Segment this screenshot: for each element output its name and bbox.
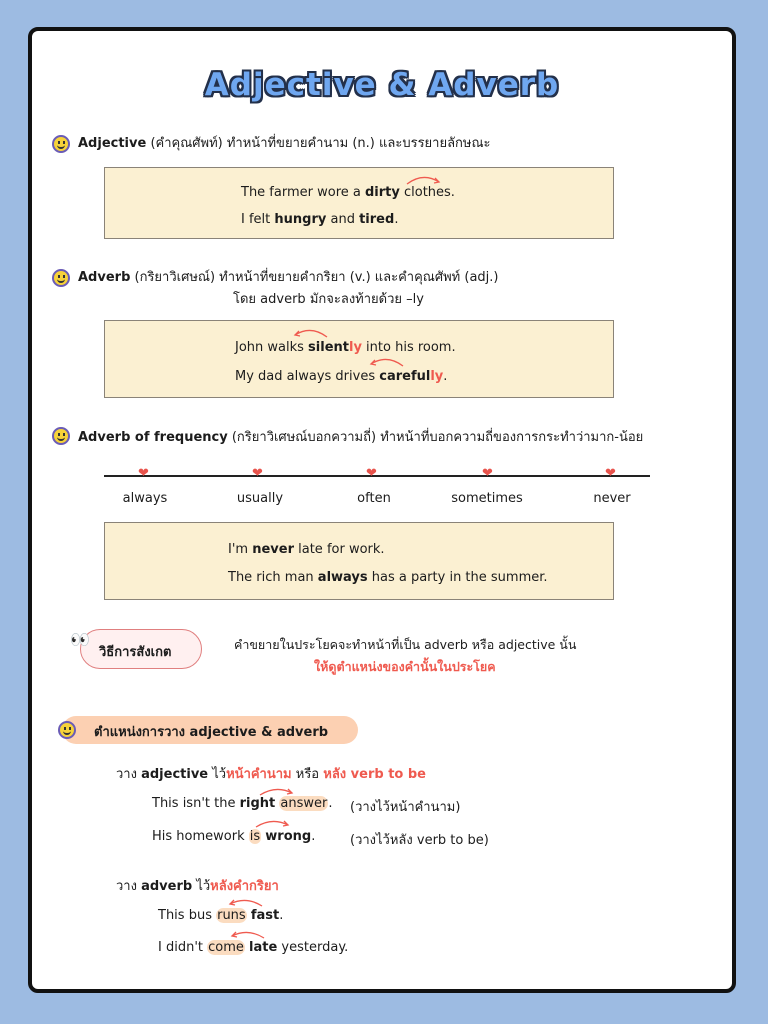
adjective-position-rule: วาง adjective ไว้หน้าคำนาม หรือ หลัง verb to be: [116, 767, 426, 782]
adverb-heading-line2: โดย adverb มักจะลงท้ายด้วย –ly: [233, 292, 424, 307]
frequency-example-1: I'm never late for work.: [228, 542, 385, 557]
page-title: Adjective & Adverb: [204, 67, 560, 103]
smiley-icon: [52, 427, 70, 445]
arrow-icon: [258, 785, 298, 797]
frequency-scale-line: [104, 475, 650, 477]
heart-icon: ❤: [252, 466, 263, 481]
adverb-position-example-1: This bus runs fast.: [158, 908, 284, 923]
heart-icon: ❤: [366, 466, 377, 481]
adjective-example-box: [104, 167, 614, 239]
adverb-example-2: My dad always drives carefully.: [235, 369, 448, 384]
adjective-example-1: The farmer wore a dirty clothes.: [241, 185, 455, 200]
arrow-icon: [405, 172, 445, 186]
tip-badge: วิธีการสังเกต: [80, 629, 202, 669]
tip-text-line1: คำขยายในประโยคจะทำหน้าที่เป็น adverb หรือ adjective นั้น: [234, 637, 577, 652]
smiley-icon: [58, 721, 76, 739]
frequency-heading: Adverb of frequency (กริยาวิเศษณ์บอกความถี่) ทำหน้าที่บอกความถี่ของการกระทำว่ามาก-น้อย: [78, 430, 644, 445]
heart-icon: ❤: [138, 466, 149, 481]
heart-icon: ❤: [482, 466, 493, 481]
frequency-label: always: [122, 491, 168, 506]
adjective-heading: Adjective (คำคุณศัพท์) ทำหน้าที่ขยายคำนาม (n.) และบรรยายลักษณะ: [78, 136, 491, 151]
arrow-icon: [226, 896, 266, 908]
smiley-icon: [52, 269, 70, 287]
adjective-position-note-1: (วางไว้หน้าคำนาม): [350, 800, 461, 815]
adjective-position-note-2: (วางไว้หลัง verb to be): [350, 833, 489, 848]
frequency-label: often: [357, 491, 391, 506]
tip-text-line2: ให้ดูตำแหน่งของคำนั้นในประโยค: [314, 659, 496, 674]
worksheet: [28, 27, 736, 993]
adverb-position-rule: วาง adverb ไว้หลังคำกริยา: [116, 879, 279, 894]
eyes-icon: 👀: [70, 630, 86, 649]
adjective-position-example-2: His homework is wrong.: [152, 829, 316, 844]
frequency-label: usually: [236, 491, 284, 506]
heart-icon: ❤: [605, 466, 616, 481]
arrow-icon: [367, 354, 407, 368]
adverb-example-box: [104, 320, 614, 398]
frequency-example-box: [104, 522, 614, 600]
arrow-icon: [254, 817, 294, 829]
adverb-heading: Adverb (กริยาวิเศษณ์) ทำหน้าที่ขยายคำกริยา (v.) และคำคุณศัพท์ (adj.): [78, 270, 499, 285]
arrow-icon: [291, 325, 331, 339]
adjective-position-example-1: This isn't the right answer.: [152, 796, 333, 811]
frequency-example-2: The rich man always has a party in the summer.: [228, 570, 548, 585]
position-heading-pill: ตำแหน่งการวาง adjective & adverb: [62, 716, 358, 744]
frequency-label: never: [593, 491, 631, 506]
adverb-position-example-2: I didn't come late yesterday.: [158, 940, 349, 955]
frequency-label: sometimes: [451, 491, 523, 506]
adjective-example-2: I felt hungry and tired.: [241, 212, 399, 227]
arrow-icon: [228, 928, 268, 940]
smiley-icon: [52, 135, 70, 153]
adverb-example-1: John walks silently into his room.: [235, 340, 456, 355]
